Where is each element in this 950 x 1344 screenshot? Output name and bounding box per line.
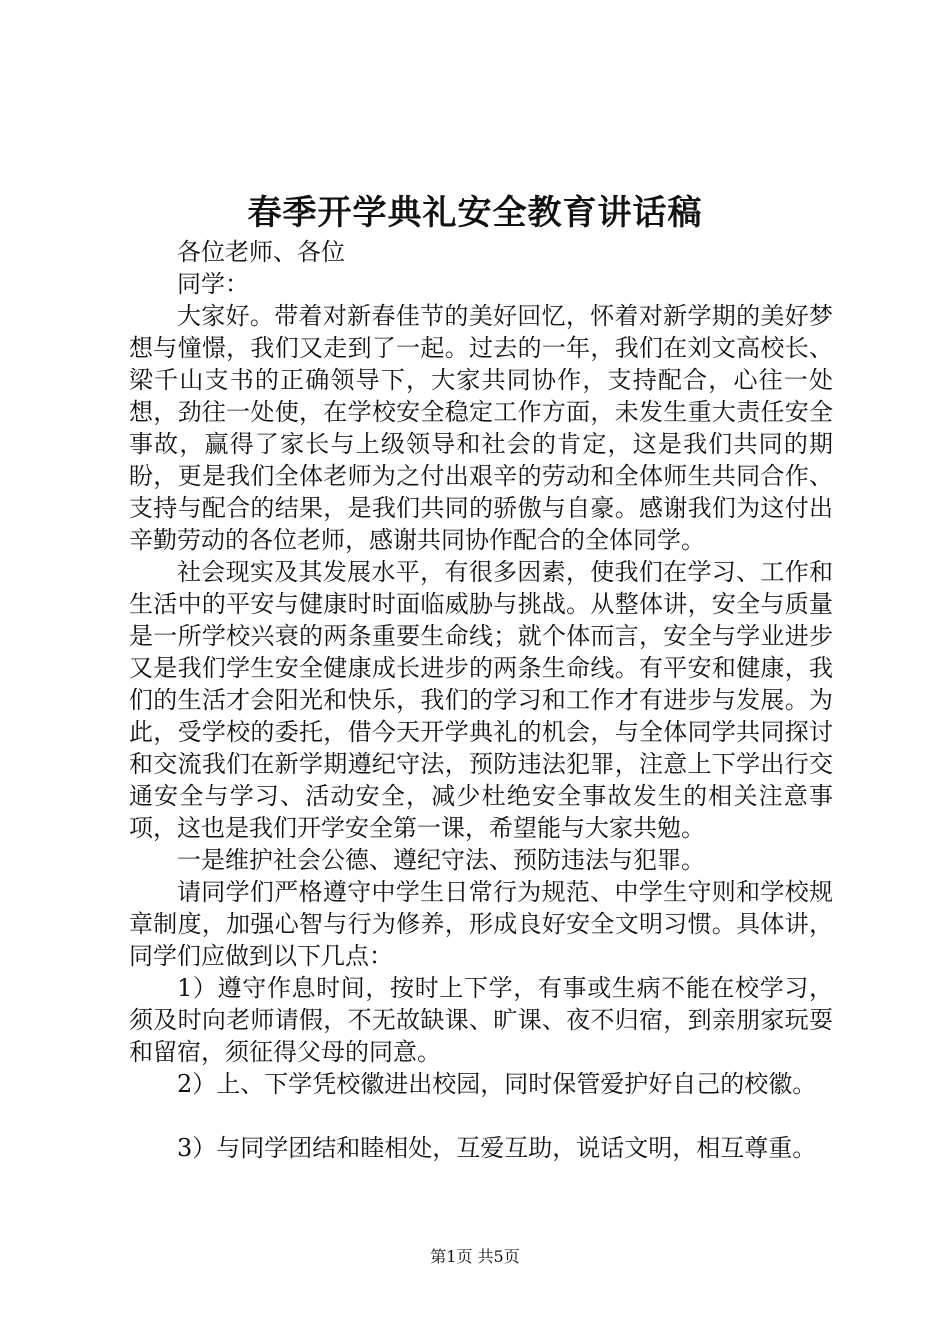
document-title: 春季开学典礼安全教育讲话稿 xyxy=(247,193,703,233)
document-body xyxy=(129,236,833,1164)
list-item-3: 3）与同学团结和睦相处，互爱互助，说话文明，相互尊重。 xyxy=(177,1134,817,1162)
page-number-footer: 第1页 共5页 xyxy=(430,1247,520,1266)
list-item-1: 1）遵守作息时间，按时上下学，有事或生病不能在校学习，须及时向老师请假，不无故缺课、旷课、夜不归宿，到亲朋家玩耍和留宿，须征得父母的同意。 xyxy=(129,974,833,1066)
list-item-2: 2）上、下学凭校徽进出校园，同时保管爱护好自己的校徽。 xyxy=(177,1070,817,1098)
paragraph-safety-importance: 社会现实及其发展水平，有很多因素，使我们在学习、工作和生活中的平安与健康时时面临威胁与挑战。从整体讲，安全与质量是一所学校兴衰的两条重要生命线；就个体而言，安全与学业进步又是我们学生安全健康成长进步的两条生命线。有平安和健康，我们的生活才会阳光和快乐，我们的学习和工作才有进步与发展。为此，受学校的委托，借今天开学典礼的机会，与全体同学共同探讨和交流我们在新学期遵纪守法，预防违法犯罪，注意上下学出行交通安全与学习、活动安全，减少杜绝安全事故发生的相关注意事项，这也是我们开学安全第一课，希望能与大家共勉。 xyxy=(129,558,833,842)
paragraph-greeting: 大家好。带着对新春佳节的美好回忆，怀着对新学期的美好梦想与憧憬，我们又走到了一起。过去的一年，我们在刘文高校长、梁千山支书的正确领导下，大家共同协作，支持配合，心往一处想，劲往一处使，在学校安全稳定工作方面，未发生重大责任安全事故，赢得了家长与上级领导和社会的肯定，这是我们共同的期盼，更是我们全体老师为之付出艰辛的劳动和全体师生共同合作、支持与配合的结果，是我们共同的骄傲与自豪。感谢我们为这付出辛勤劳动的各位老师，感谢共同协作配合的全体同学。 xyxy=(129,302,833,554)
paragraph-heading-one: 一是维护社会公德、遵纪守法、预防违法与犯罪。 xyxy=(177,846,705,874)
salutation-line-2: 同学： xyxy=(177,270,249,298)
paragraph-rules-intro: 请同学们严格遵守中学生日常行为规范、中学生守则和学校规章制度，加强心智与行为修养，形成良好安全文明习惯。具体讲，同学们应做到以下几点： xyxy=(129,878,833,970)
salutation-line-1: 各位老师、各位 xyxy=(177,238,345,266)
